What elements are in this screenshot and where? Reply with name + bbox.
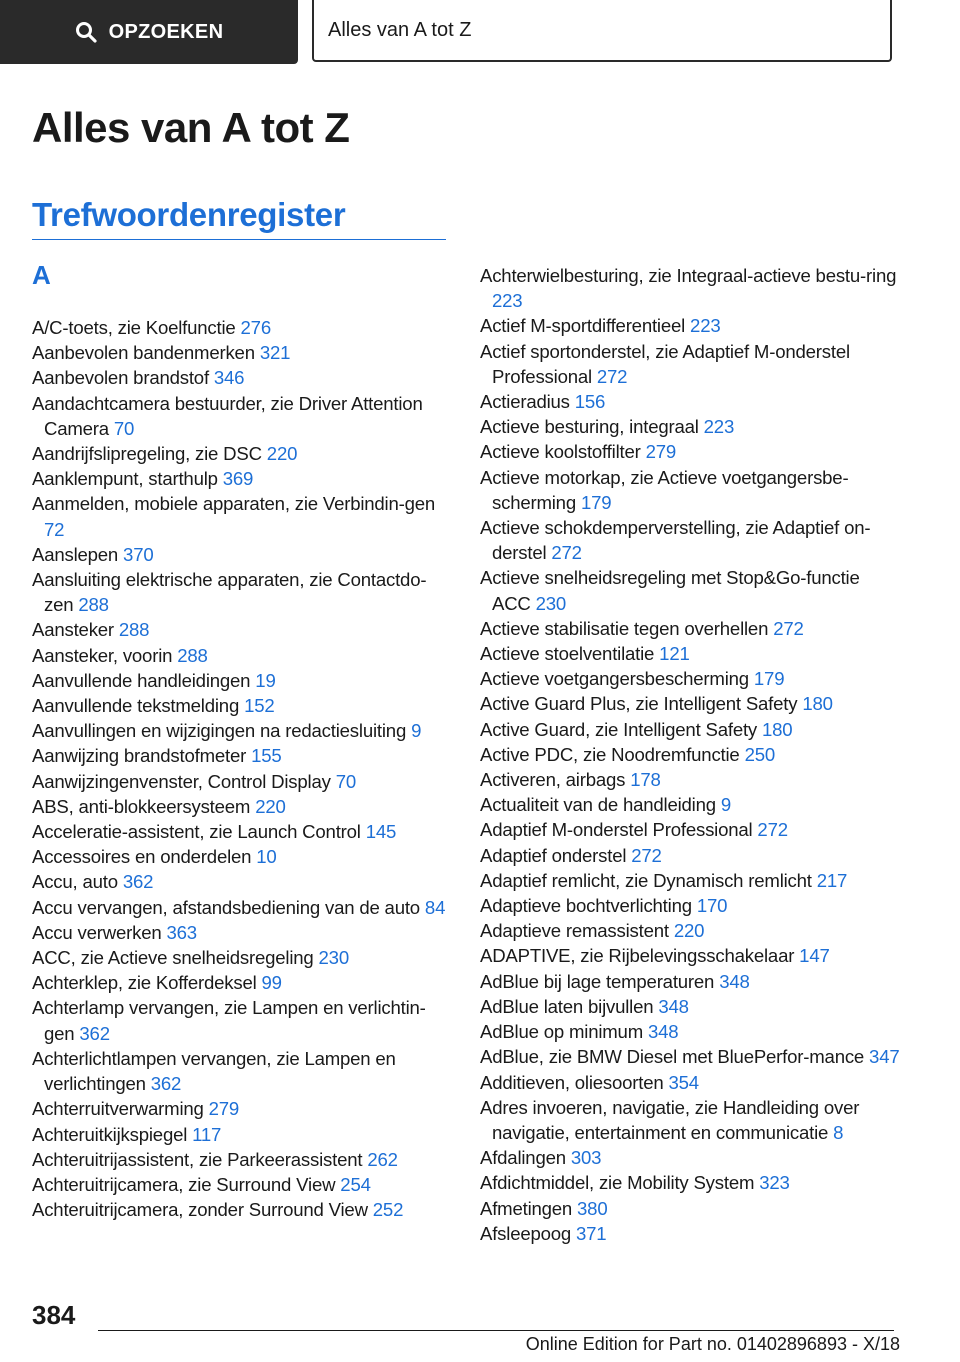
index-entry — [32, 794, 452, 819]
index-page-link[interactable]: 121 — [659, 643, 690, 665]
index-page-link[interactable]: 223 — [690, 315, 721, 337]
index-entry — [480, 767, 900, 792]
index-entry — [32, 920, 452, 945]
index-entry — [32, 819, 452, 844]
index-page-link[interactable]: 72 — [44, 518, 65, 540]
index-entry-text: Adaptief onderstel — [480, 844, 627, 866]
index-entry-text: Actieve koolstoffilter — [480, 441, 641, 463]
index-entry-text: Actieve stabilisatie tegen overhellen — [480, 617, 769, 639]
index-entry — [32, 769, 452, 794]
index-entry-text: Acceleratie-assistent, zie Launch Control — [32, 821, 361, 843]
index-entry — [480, 994, 900, 1019]
index-page-link[interactable]: 9 — [720, 794, 732, 816]
index-entry — [480, 1019, 900, 1044]
index-page-link[interactable]: 346 — [213, 367, 245, 389]
index-entry-text: Actief M-sportdifferentieel — [480, 315, 686, 337]
index-entry — [480, 1044, 900, 1069]
index-page-link[interactable]: 272 — [773, 617, 804, 639]
index-entry — [32, 693, 452, 718]
index-entry — [480, 943, 900, 968]
index-entry — [480, 969, 900, 994]
index-page-link[interactable]: 348 — [658, 995, 689, 1017]
index-entry — [32, 844, 452, 869]
index-entry-text: Actieradius — [480, 391, 570, 413]
index-entry — [32, 743, 452, 768]
index-page-link[interactable]: 323 — [759, 1172, 790, 1194]
index-entry — [32, 668, 452, 693]
index-entry — [480, 313, 900, 338]
index-entry-text: Aanwijzing brandstofmeter — [32, 745, 247, 767]
index-entry-text: Active PDC, zie Noodremfunctie — [480, 743, 740, 765]
index-entry — [480, 565, 900, 615]
index-entry-text: Aandachtcamera bestuurder, zie Driver Attention Camera — [32, 392, 423, 439]
index-entry — [32, 441, 452, 466]
index-entry — [480, 666, 900, 691]
index-entry — [32, 1172, 452, 1197]
index-entry — [480, 263, 900, 313]
index-entry-text: Afsleepoog — [480, 1222, 572, 1244]
index-entry-text: A/C-toets, zie Koelfunctie — [32, 317, 236, 338]
index-page-link[interactable]: 9 — [411, 720, 422, 742]
index-page-link[interactable]: 252 — [372, 1199, 404, 1221]
section-tab-label: Alles van A tot Z — [328, 18, 472, 41]
index-entry-text: Active Guard Plus, zie Intelligent Safety — [480, 693, 798, 715]
index-page-link[interactable]: 10 — [256, 846, 277, 868]
index-entry-text: Adaptieve bochtverlichting — [480, 895, 692, 917]
index-entry-text: Aanslepen — [32, 543, 119, 565]
index-entry — [480, 1145, 900, 1170]
index-page-link[interactable]: 348 — [647, 1021, 679, 1043]
index-page-link[interactable]: 223 — [492, 290, 523, 312]
index-entry — [480, 742, 900, 767]
index-page-link[interactable]: 180 — [762, 718, 793, 740]
footer-divider — [98, 1330, 894, 1331]
index-entry-text: Achteruitrijcamera, zonder Surround View — [32, 1199, 368, 1221]
index-entry-text: Achteruitkijkspiegel — [32, 1123, 188, 1145]
index-entry-text: Adres invoeren, navigatie, zie Handleiding over navigatie, entertainment en communicatie — [480, 1096, 860, 1143]
index-page-link[interactable]: 145 — [365, 821, 397, 843]
index-entry-text: ADAPTIVE, zie Rijbelevingsschakelaar — [480, 945, 795, 967]
index-entry-text: Actualiteit van de handleiding — [480, 794, 716, 816]
index-page-link[interactable]: 370 — [123, 543, 154, 565]
index-entry — [480, 1196, 900, 1221]
index-page-link[interactable]: 380 — [577, 1197, 608, 1219]
index-page-link[interactable]: 178 — [630, 769, 661, 791]
index-entry-text: Accessoires en onderdelen — [32, 846, 252, 868]
index-entry-text: Aanvullende tekstmelding — [32, 695, 240, 717]
index-entry — [32, 491, 452, 541]
index-entry-text: AdBlue bij lage temperaturen — [480, 970, 715, 992]
index-entry — [32, 643, 452, 668]
index-page-link[interactable]: 288 — [78, 594, 109, 616]
index-entry — [480, 1170, 900, 1195]
index-page-link[interactable]: 70 — [113, 417, 135, 439]
index-entry-text: Achteruitrijcamera, zie Surround View — [32, 1173, 336, 1195]
index-entry — [32, 617, 452, 642]
index-column-right — [480, 263, 900, 1246]
index-entry-text: Actieve stoelventilatie — [480, 643, 655, 665]
index-entry-text: AdBlue op minimum — [480, 1021, 643, 1043]
index-letter: A — [32, 260, 51, 290]
search-icon — [75, 21, 97, 43]
index-page-link[interactable]: 179 — [580, 491, 612, 513]
index-page-link[interactable]: 217 — [816, 869, 848, 891]
section-title: Trefwoordenregister — [32, 196, 346, 233]
index-entry-text: Accu, auto — [32, 871, 118, 893]
index-entry-text: Aanmelden, mobiele apparaten, zie Verbindin-gen — [32, 493, 436, 515]
index-page-link[interactable]: 254 — [340, 1173, 371, 1195]
index-entry — [32, 365, 452, 390]
index-entry-text: Aansluiting elektrische apparaten, zie Contactdo-zen — [32, 569, 427, 616]
index-entry — [32, 945, 452, 970]
index-entry-text: Accu verwerken — [32, 921, 162, 943]
page-number: 384 — [32, 1300, 76, 1330]
index-page-link[interactable]: 347 — [869, 1046, 900, 1068]
index-entry-text: Adaptieve remassistent — [480, 920, 669, 942]
index-entry-text: Achteruitrijassistent, zie Parkeerassistent — [32, 1148, 363, 1170]
page-title: Alles van A tot Z — [32, 104, 350, 151]
index-entry-text: AdBlue laten bijvullen — [480, 995, 654, 1017]
index-page-link[interactable]: 99 — [261, 972, 282, 994]
index-entry-text: ACC, zie Actieve snelheidsregeling — [32, 947, 314, 969]
index-page-link[interactable]: 220 — [673, 920, 705, 942]
index-entry — [32, 542, 452, 567]
index-entry — [480, 641, 900, 666]
index-page-link[interactable]: 230 — [318, 947, 349, 969]
index-entry-text: Adaptief M-onderstel Professional — [480, 819, 753, 841]
index-entry-text: Active Guard, zie Intelligent Safety — [480, 718, 758, 740]
index-page-link[interactable]: 155 — [251, 745, 282, 767]
index-entry — [32, 340, 452, 365]
index-entry-text: Achterruitverwarming — [32, 1098, 204, 1120]
section-divider — [32, 239, 446, 240]
index-page-link[interactable]: 220 — [255, 795, 286, 817]
index-entry — [480, 868, 900, 893]
index-entry-text: Aanbevolen bandenmerken — [32, 342, 255, 364]
index-page-link[interactable]: 276 — [240, 317, 271, 338]
index-entry-text: Aansteker, voorin — [32, 644, 173, 666]
index-page-link[interactable]: 362 — [79, 1022, 110, 1044]
index-page-link[interactable]: 272 — [551, 542, 582, 564]
index-entry-text: Aandrijfslipregeling, zie DSC — [32, 443, 262, 465]
index-page-link[interactable]: 19 — [255, 669, 276, 691]
index-entry-text: Actieve voetgangersbescherming — [480, 668, 749, 690]
index-entry — [480, 717, 900, 742]
index-entry — [480, 465, 900, 515]
index-entry — [480, 1221, 900, 1246]
index-entry-text: Actieve schokdemperverstelling, zie Adaptief on-derstel — [480, 517, 871, 564]
index-entry — [32, 718, 452, 743]
index-entry — [32, 466, 452, 491]
index-page-link[interactable]: 117 — [192, 1123, 222, 1145]
index-page-link[interactable]: 354 — [668, 1071, 699, 1093]
index-entry — [32, 1046, 452, 1096]
index-entry — [480, 515, 900, 565]
index-entry — [32, 970, 452, 995]
index-entry — [480, 389, 900, 414]
index-page-link[interactable]: 279 — [645, 441, 677, 463]
index-page-link[interactable]: 223 — [703, 416, 735, 438]
index-entry — [480, 893, 900, 918]
index-entry — [480, 616, 900, 641]
index-entry-text: AdBlue, zie BMW Diesel met BluePerfor-mance — [480, 1046, 865, 1068]
index-page-link[interactable]: 84 — [424, 896, 446, 918]
index-page-link[interactable]: 303 — [570, 1147, 602, 1169]
index-entry-text: Aansteker — [32, 619, 114, 641]
index-entry — [32, 869, 452, 894]
index-entry-text: Aanvullende handleidingen — [32, 669, 251, 691]
index-entry — [32, 1147, 452, 1172]
index-entry-text: Achterlamp vervangen, zie Lampen en verlichtin-gen — [32, 997, 426, 1044]
index-entry-text: Afmetingen — [480, 1197, 573, 1219]
index-page-link[interactable]: 348 — [719, 970, 750, 992]
index-entry — [32, 1197, 452, 1222]
index-page-link[interactable]: 156 — [574, 391, 606, 413]
index-page-link[interactable]: 279 — [208, 1098, 240, 1120]
index-entry — [32, 567, 452, 617]
index-page-link[interactable]: 272 — [596, 365, 628, 387]
index-entry — [480, 1095, 900, 1145]
index-entry-text: Additieven, oliesoorten — [480, 1071, 664, 1093]
index-entry-text: Accu vervangen, afstandsbediening van de auto — [32, 896, 420, 918]
index-page-link[interactable]: 272 — [757, 819, 788, 841]
index-entry — [480, 817, 900, 842]
index-entry — [32, 315, 452, 340]
index-page-link[interactable]: 8 — [833, 1121, 844, 1143]
index-entry-text: Afdichtmiddel, zie Mobility System — [480, 1172, 755, 1194]
index-page-link[interactable]: 179 — [753, 668, 785, 690]
index-entry-text: Actieve motorkap, zie Actieve voetgangersbe-scherming — [480, 466, 849, 513]
index-entry-text: Aanklempunt, starthulp — [32, 468, 218, 490]
index-entry-text: Afdalingen — [480, 1147, 566, 1169]
footer-edition: Online Edition for Part no. 01402896893 - X/18 — [525, 1334, 900, 1354]
index-entry — [480, 414, 900, 439]
index-entry-text: Actieve snelheidsregeling met Stop&Go-functie ACC — [480, 567, 860, 614]
index-page-link[interactable]: 369 — [222, 468, 254, 490]
index-entry-text: Aanvullingen en wijzigingen na redactiesluiting — [32, 720, 407, 742]
index-entry — [480, 918, 900, 943]
index-entry-text: Adaptief remlicht, zie Dynamisch remlicht — [480, 869, 812, 891]
index-page-link[interactable]: 152 — [244, 695, 275, 717]
index-page-link[interactable]: 70 — [335, 770, 356, 792]
index-page-link[interactable]: 362 — [122, 871, 154, 893]
index-page-link[interactable]: 250 — [744, 743, 775, 765]
index-entry — [32, 391, 452, 441]
index-entry-text: Achterlichtlampen vervangen, zie Lampen en verlichtingen — [32, 1047, 396, 1095]
index-entry — [480, 843, 900, 868]
top-navigation — [0, 0, 960, 66]
index-entry-text: Aanwijzingenvenster, Control Display — [32, 770, 331, 792]
index-entry — [32, 1096, 452, 1121]
index-page-link[interactable]: 288 — [118, 619, 150, 641]
index-entry — [480, 792, 900, 817]
index-page-link[interactable]: 363 — [166, 921, 197, 943]
index-entry — [480, 691, 900, 716]
index-entry — [480, 1070, 900, 1095]
index-entry-text: Activeren, airbags — [480, 769, 626, 791]
index-entry-text: ABS, anti-blokkeersysteem — [32, 795, 251, 817]
index-entry — [480, 339, 900, 389]
index-page-link[interactable]: 272 — [631, 844, 662, 866]
index-entry — [32, 895, 452, 920]
index-entry — [32, 1122, 452, 1147]
index-page-link[interactable]: 180 — [802, 693, 833, 715]
index-entry-text: Actieve besturing, integraal — [480, 416, 699, 438]
index-entry — [32, 995, 452, 1045]
section-tab[interactable] — [312, 0, 892, 62]
index-page-link[interactable]: 288 — [177, 644, 208, 666]
index-column-left — [32, 315, 452, 1222]
index-page-link[interactable]: 362 — [150, 1073, 182, 1095]
search-button-label: OPZOEKEN — [108, 20, 224, 43]
search-button[interactable] — [0, 0, 298, 64]
index-page-link[interactable]: 262 — [367, 1148, 398, 1170]
index-entry-text: Achterwielbesturing, zie Integraal-actieve bestu-ring — [480, 265, 897, 286]
index-entry-text: Aanbevolen brandstof — [32, 367, 209, 389]
index-page-link[interactable]: 147 — [799, 945, 830, 967]
index-page-link[interactable]: 220 — [266, 443, 298, 465]
index-entry-text: Actief sportonderstel, zie Adaptief M-onderstel Professional — [480, 340, 850, 387]
index-entry — [480, 439, 900, 464]
index-entry-text: Achterklep, zie Kofferdeksel — [32, 972, 257, 994]
index-page-link[interactable]: 230 — [535, 592, 567, 614]
index-page-link[interactable]: 321 — [259, 342, 291, 364]
index-page-link[interactable]: 371 — [576, 1222, 607, 1244]
index-page-link[interactable]: 170 — [696, 895, 728, 917]
